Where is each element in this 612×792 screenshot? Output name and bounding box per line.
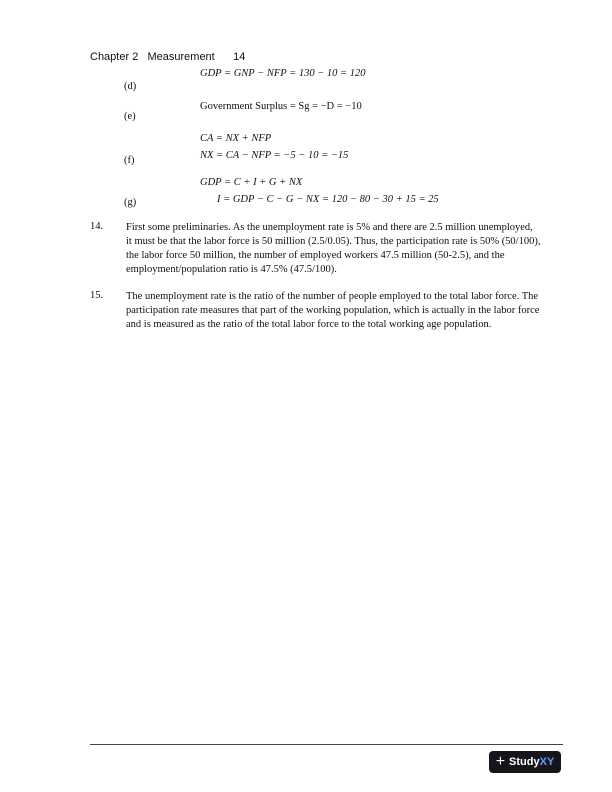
logo-text-study: Study — [509, 756, 540, 768]
part-label-f: (f) — [124, 155, 135, 166]
answer-line: and is measured as the ratio of the total labor force to the total working age population. — [126, 319, 492, 330]
answer-line: the labor force 50 million, the number of employed workers 47.5 million (50-2.5), and the — [126, 250, 505, 261]
part-label-d: (d) — [124, 81, 137, 92]
answer-line: participation rate measures that part of the working population, which is actually in the labor force — [126, 305, 540, 316]
equation-g-2: I = GDP − C − G − NX = 120 − 80 − 30 + 15 = 25 — [217, 194, 439, 205]
answer-line: it must be that the labor force is 50 million (2.5/0.05). Thus, the participation rate is 50% (50/100), — [126, 236, 541, 247]
equation-e: Government Surplus = Sg = −D = −10 — [200, 101, 362, 112]
footer-divider — [90, 744, 563, 745]
chapter-label: Chapter 2 — [90, 51, 139, 63]
question-answer-15 — [126, 290, 563, 332]
part-label-g: (g) — [124, 197, 137, 208]
logo-text-xy: XY — [539, 756, 555, 768]
studyxy-logo — [489, 751, 561, 773]
answer-line: The unemployment rate is the ratio of the number of people employed to the total labor force. The — [126, 291, 539, 302]
equation-f-1: CA = NX + NFP — [200, 133, 272, 144]
page-number: 14 — [233, 51, 246, 63]
part-label-e: (e) — [124, 111, 136, 122]
question-number-14: 14. — [90, 221, 104, 232]
chapter-title: Measurement — [147, 51, 215, 63]
equation-d: GDP = GNP − NFP = 130 − 10 = 120 — [200, 68, 366, 79]
answer-line: First some preliminaries. As the unemployment rate is 5% and there are 2.5 million unemployed, — [126, 222, 533, 233]
question-number-15: 15. — [90, 290, 104, 301]
equation-g-1: GDP = C + I + G + NX — [200, 177, 303, 188]
plus-icon: + — [495, 753, 506, 770]
question-answer-14 — [126, 221, 563, 277]
page-header — [90, 51, 245, 63]
answer-line: employment/population ratio is 47.5% (47.5/100). — [126, 264, 337, 275]
equation-f-2: NX = CA − NFP = −5 − 10 = −15 — [200, 150, 349, 161]
